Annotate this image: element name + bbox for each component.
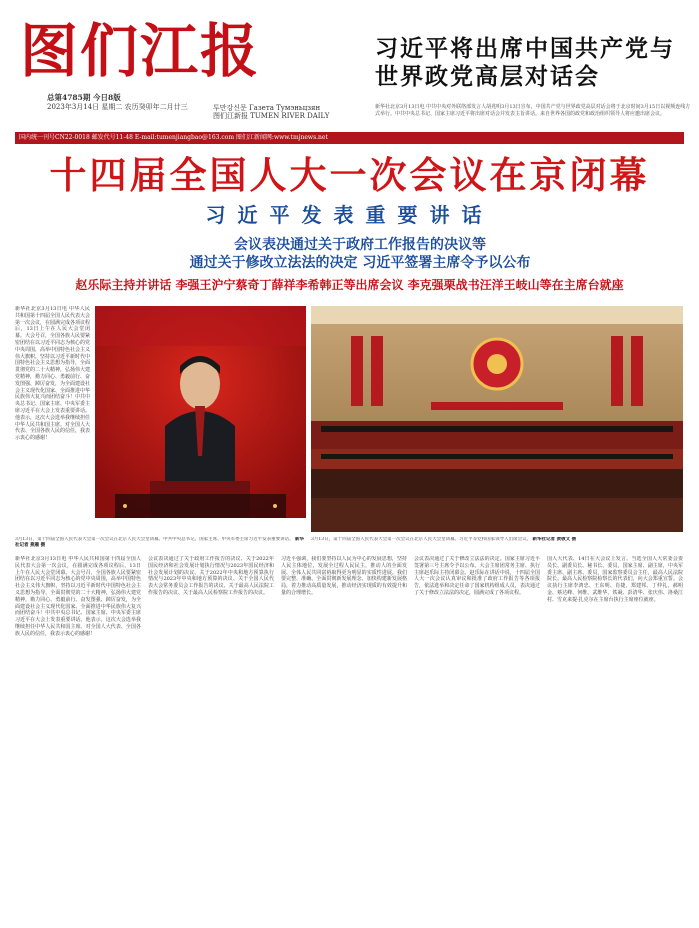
caption-text: 3月13日，第十四届全国人民代表大会第一次会议在北京人民大会堂闭幕。中共中央总书记、国家主席、中央军委主席习近平发表重要讲话。 <box>15 537 294 542</box>
article-column-6: 国人大代表、14日在大会议上发言。当选全国人大常委会委员长、副委员长、秘书长、委员，国家主席、副主席，中央军委主席、副主席、委员，国家监察委员会主任，最高人民法院院长，最高人民检察院检察长的代表们，向大会郑重宣誓。会议执行主席李鸿忠、王东明、肖捷、郑建邦、丁仲礼、郝明金、蔡达峰、何维、武维华、铁凝、彭清华、张庆伟、洛桑江村、雪克来提·扎克尔在主席台执行主席座位就座。 <box>547 556 683 603</box>
main-headline: 十四届全国人大一次会议在京闭幕 <box>49 154 650 197</box>
photo-speaker <box>95 306 306 518</box>
subheadline: 习近平发表重要讲话 <box>205 203 494 227</box>
caption-credit: 新华社记者 黄敬文 摄 <box>532 537 577 542</box>
caption-text: 3月13日，第十四届全国人民代表大会第一次会议在北京人民大会堂闭幕。习近平等党和国家领导人出席会议。 <box>311 537 532 542</box>
article-column-4: 习近平强调，我们要坚持以人民为中心的发展思想，坚持人民主体地位，发展全过程人民民主，推动人的全面发展、全体人民共同富裕取得更为明显的实质性进展。我们要完整、准确、全面贯彻新发展理念，加快构建新发展格局，着力推动高质量发展，推动经济实现质的有效提升和量的合理增长。 <box>281 556 407 596</box>
korean-name: 투만강신문 <box>213 104 247 112</box>
publication-info-bar: 国内统一刊号CN22-0018 邮发代号11-48 E-mail:tumenjiangbao@163.com 图们江新闻网:www.tmjnews.net <box>15 132 684 144</box>
deck-line-2: 通过关于修改立法法的决定 习近平签署主席令予以公布 <box>189 255 531 271</box>
masthead-multilingual <box>213 104 329 120</box>
chinese-subname: 图们江新报 <box>213 112 248 121</box>
speaker-photo-image <box>95 306 306 518</box>
masthead-top-story-headline: 习近平将出席中国共产党与世界政党高层对话会 <box>375 35 675 90</box>
article-column-5: 会议表决通过了关于修改立法法的决定。国家主席习近平签署第三号主席令予以公布。大会主席团常务主席、执行主席赵乐际主持闭幕会。赵乐际在讲话中说，十四届全国人大一次会议认真审议和批准了政府工作报告等各项报告，依法选举和决定任命了国家机构组成人员，表决通过了关于修改立法法的决定，圆满完成了各项议程。 <box>414 556 540 596</box>
article-column-3: 会议表决通过了关于政府工作报告的决议、关于2022年国民经济和社会发展计划执行情况与2023年国民经济和社会发展计划的决议、关于2022年中央和地方预算执行情况与2023年中央和地方预算的决议、关于全国人民代表大会常务委员会工作报告的决议、关于最高人民法院工作报告的决议、关于最高人民检察院工作报告的决议。 <box>148 556 274 596</box>
article-column-2: 新华社北京3月13日电 中华人民共和国第十四届全国人民代表大会第一次会议，在圆满完成各项议程后，13日上午在人民大会堂闭幕。大会号召，全国各族人民要紧密团结在以习近平同志为核心的党中央周围，高举中国特色社会主义伟大旗帜，坚持以习近平新时代中国特色社会主义思想为指导，全面贯彻党的二十大精神，弘扬伟大建党精神，勠力同心、勇毅前行、奋发图强、踔厉奋发，为全面建设社会主义现代化国家、全面推进中华民族伟大复兴而团结奋斗！中共中央总书记、国家主席、中央军委主席习近平在大会上发表重要讲话。他表示，这次大会选举我继续担任中华人民共和国主席。对全国人大代表、全国各族人民的信任，我表示衷心的感谢！ <box>15 556 141 637</box>
newspaper-logo: 图们江报 <box>20 17 261 85</box>
masthead-top-story-text: 新华社北京3月13日电 中共中央对外联络部发言人胡兆明3月13日宣布，中国共产党与世界政党高层对话会将于北京时间3月15日以视频连线方式举行。中共中央总书记、国家主席习近平将出席对话会并发表主旨讲话。来自世界各国的政党和政治组织领导人将应邀出席会议。 <box>375 104 691 117</box>
issue-date: 2023年3月14日 星期二 农历癸卯年二月廿三 <box>47 102 188 111</box>
issue-number: 总第4785期 今日8版 <box>47 93 121 102</box>
russian-name: Газета Тумэньцзян <box>249 104 321 112</box>
photo-great-hall <box>311 306 683 532</box>
photo-speaker-caption <box>15 537 306 551</box>
photo-great-hall-caption <box>311 537 683 551</box>
attendance-line: 赵乐际主持并讲话 李强王沪宁蔡奇丁薛祥李希韩正等出席会议 李克强栗战书汪洋王岐山等在主席台就座 <box>75 278 624 292</box>
great-hall-photo-image <box>311 306 683 532</box>
deck <box>80 236 640 272</box>
caption-credit: 新华社记者 燕雁 摄 <box>15 537 305 548</box>
masthead-issue-info <box>47 94 188 111</box>
english-name: TUMEN RIVER DAILY <box>250 112 330 121</box>
article-column-1: 新华社北京3月13日电 中华人民共和国第十四届全国人民代表大会第一次会议，在圆满完成各项议程后，13日上午在人民大会堂闭幕。大会号召，全国各族人民要紧密团结在以习近平同志为核心的党中央周围，高举中国特色社会主义伟大旗帜，坚持以习近平新时代中国特色社会主义思想为指导，全面贯彻党的二十大精神，弘扬伟大建党精神，勠力同心、勇毅前行、奋发图强、踔厉奋发，为全面建设社会主义现代化国家、全面推进中华民族伟大复兴而团结奋斗！中共中央总书记、国家主席、中央军委主席习近平在大会上发表重要讲话。他表示，这次大会选举我继续担任中华人民共和国主席。对全国人大代表、全国各族人民的信任，我表示衷心的感谢！ <box>15 306 90 442</box>
deck-line-1: 会议表决通过关于政府工作报告的决议等 <box>234 237 486 253</box>
